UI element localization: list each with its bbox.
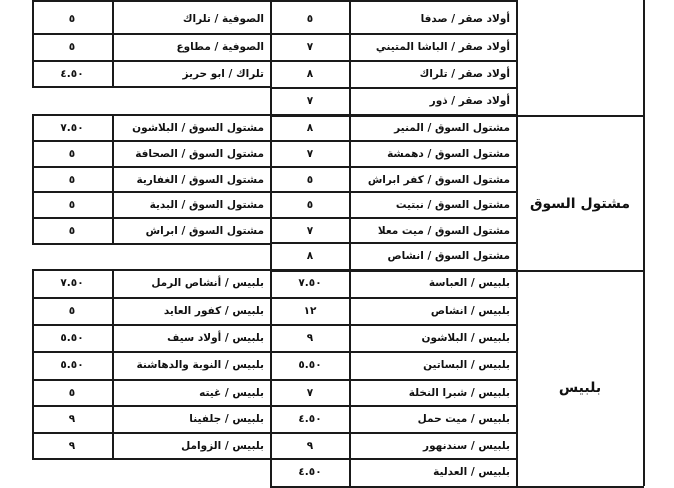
row-line-right [270,114,516,116]
route-a-cell: بلبيس / البساتين [423,359,510,371]
row-line-left [32,86,270,88]
fare-a-cell: ٥ [306,199,314,211]
row-line-right [270,432,516,434]
fare-a-cell: ٨ [306,122,314,134]
row-line-right [270,405,516,407]
route-b-cell: مشتول السوق / ابراش [145,225,264,237]
fare-b-cell: ٥ [68,174,76,186]
row-line-right [270,33,516,35]
fare-a-cell: ٥.٥٠ [298,359,322,371]
row-line-left [32,297,270,299]
row-line-right [270,191,516,193]
fare-a-cell: ٩ [306,440,314,452]
fare-b-cell: ٩ [68,413,76,425]
route-b-cell: بلبيس / أولاد سيف [167,332,264,344]
row-line-left [32,217,270,219]
route-a-cell: مشتول السوق / ميت معلا [377,225,510,237]
group-bottom-line [516,115,644,117]
route-a-cell: بلبيس / العباسة [428,277,510,289]
fare-a-cell: ٩ [306,332,314,344]
row-line-right [270,217,516,219]
row-line-right [270,242,516,244]
group-divider [516,0,518,115]
route-a-cell: بلبيس / شبرا النخلة [408,387,510,399]
fare-b-cell: ٩ [68,440,76,452]
row-line-right [270,140,516,142]
fare-b-cell: ٧.٥٠ [60,122,84,134]
route-b-cell: تلراك / ابو حريز [182,68,264,80]
group-name: بلبيس [558,380,602,396]
route-b-cell: مشتول السوق / البلاشون [132,122,264,134]
route-b-cell: بلبيس / الزوامل [181,440,264,452]
fare-a-cell: ٨ [306,250,314,262]
row-line-left [32,269,270,271]
fare-b-cell: ٥ [68,148,76,160]
row-line-left [32,140,270,142]
row-line-left [32,379,270,381]
fare-a-cell: ٧ [306,148,314,160]
group-bottom-line [516,270,644,272]
group-border-right [643,114,645,270]
route-a-cell: بلبيس / انشاص [430,305,510,317]
route-a-cell: أولاد صقر / صدفا [420,13,510,25]
fare-a-cell: ٧ [306,41,314,53]
route-a-cell: مشتول السوق / نبتيت [395,199,510,211]
route-b-cell: الصوفية / تلراك [182,13,264,25]
fare-a-cell: ٥ [306,174,314,186]
row-line-right [270,297,516,299]
col-line [349,114,351,270]
fare-a-cell: ٤.٥٠ [298,466,322,478]
fare-a-cell: ٨ [306,68,314,80]
route-a-cell: مشتول السوق / كفر ابراش [367,174,510,186]
col-line [270,114,272,270]
route-b-cell: مشتول السوق / الغفارية [136,174,264,186]
fare-a-cell: ٤.٥٠ [298,413,322,425]
route-a-cell: مشتول السوق / المنير [394,122,510,134]
row-line-right [270,60,516,62]
row-line-left [32,33,270,35]
row-line-right [270,379,516,381]
fare-b-cell: ٥.٥٠ [60,359,84,371]
row-line-left [32,432,270,434]
row-line-left [32,191,270,193]
row-line-right [270,458,516,460]
group-border-right [643,269,645,486]
group-bottom-line [516,486,644,488]
route-b-cell: بلبيس / جلفينا [189,413,264,425]
group-border-right [643,0,645,115]
row-line-right [270,269,516,271]
fare-a-cell: ٧.٥٠ [298,277,322,289]
route-a-cell: أولاد صقر / ذور [429,95,510,107]
row-line-left [32,114,270,116]
route-b-cell: الصوفية / مطاوع [176,41,264,53]
route-b-cell: بلبيس / غيته [199,387,264,399]
fare-a-cell: ٧ [306,225,314,237]
fare-b-cell: ٥.٥٠ [60,332,84,344]
fare-b-cell: ٤.٥٠ [60,68,84,80]
fare-a-cell: ٧ [306,387,314,399]
route-a-cell: مشتول السوق / دهمشة [387,148,510,160]
col-line [349,0,351,115]
row-line-right [270,486,516,488]
route-a-cell: بلبيس / العدلية [433,466,510,478]
fare-a-cell: ١٢ [303,305,317,317]
row-line-right [270,351,516,353]
fare-b-cell: ٥ [68,305,76,317]
route-a-cell: أولاد صقر / تلراك [419,68,510,80]
route-b-cell: بلبيس / كفور العايد [163,305,264,317]
route-a-cell: بلبيس / البلاشون [421,332,510,344]
row-line-right [270,0,516,2]
row-line-left [32,166,270,168]
fare-b-cell: ٧.٥٠ [60,277,84,289]
row-line-left [32,324,270,326]
route-a-cell: أولاد صقر / الباشا المتيني [375,41,510,53]
row-line-left [32,243,270,245]
route-a-cell: بلبيس / ميت حمل [417,413,510,425]
row-line-right [270,324,516,326]
row-line-right [270,166,516,168]
fare-a-cell: ٥ [306,13,314,25]
col-line [349,269,351,486]
route-a-cell: بلبيس / سندنهور [423,440,510,452]
fare-b-cell: ٥ [68,387,76,399]
fare-b-cell: ٥ [68,13,76,25]
row-line-left [32,351,270,353]
route-b-cell: مشتول السوق / الصحافة [135,148,264,160]
row-line-right [270,87,516,89]
route-b-cell: مشتول السوق / البدية [149,199,264,211]
group-name: مشتول السوق [529,196,631,212]
route-a-cell: مشتول السوق / انشاص [387,250,510,262]
fare-b-cell: ٥ [68,199,76,211]
row-line-left [32,0,270,2]
row-line-left [32,405,270,407]
fare-a-cell: ٧ [306,95,314,107]
fare-b-cell: ٥ [68,225,76,237]
group-divider [516,269,518,486]
row-line-left [32,60,270,62]
col-line [270,269,272,486]
route-b-cell: بلبيس / أنشاص الرمل [151,277,264,289]
route-b-cell: بلبيس / النوبة والدهاشنة [136,359,264,371]
row-line-left [32,458,270,460]
group-divider [516,114,518,270]
fare-b-cell: ٥ [68,41,76,53]
